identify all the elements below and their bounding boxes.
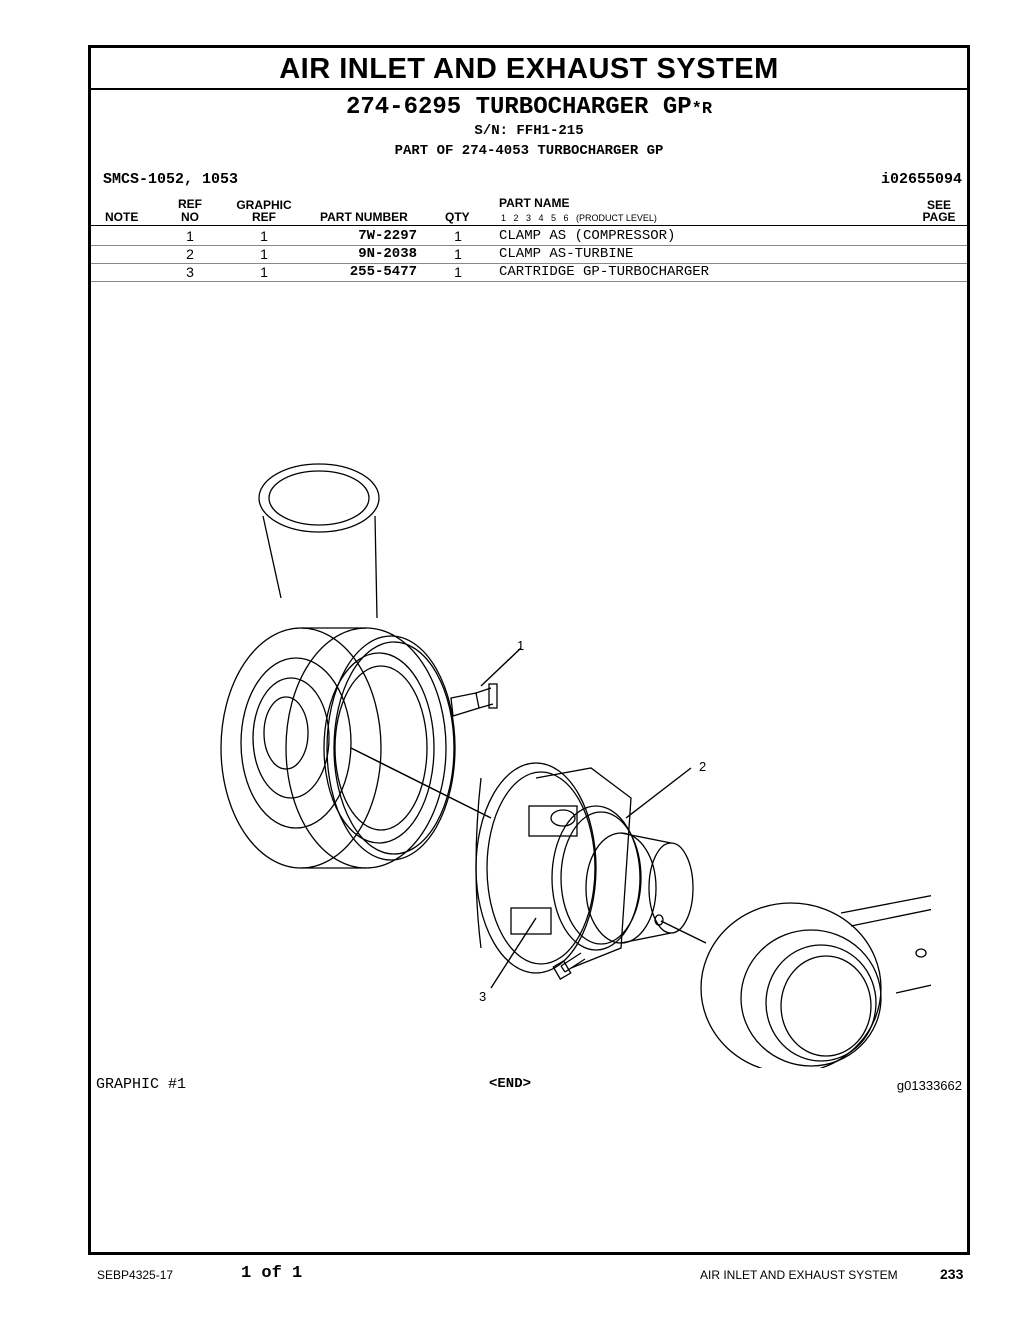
col-note: NOTE	[105, 210, 139, 224]
footer-section: AIR INLET AND EXHAUST SYSTEM	[700, 1268, 898, 1282]
col-ref-top: REF	[178, 197, 202, 211]
page-frame	[88, 45, 970, 1255]
section-title: AIR INLET AND EXHAUST SYSTEM	[91, 48, 967, 90]
footer-page-of: 1 of 1	[241, 1264, 303, 1283]
row-2-graphic: 1	[260, 246, 268, 262]
row-3-part-number: 255-5477	[349, 264, 417, 280]
row-2-qty: 1	[454, 246, 462, 262]
document-ident: i02655094	[880, 171, 962, 188]
row-1-graphic: 1	[260, 228, 268, 244]
footer-doc-number: SEBP4325-17	[97, 1268, 174, 1282]
col-part-name: PART NAME	[499, 196, 570, 210]
col-part-number: PART NUMBER	[320, 210, 408, 224]
group-suffix: *R	[691, 100, 713, 119]
col-product-levels: 1 2 3 4 5 6 (PRODUCT LEVEL)	[501, 213, 657, 223]
compressor-inlet-flange	[259, 464, 379, 532]
row-2-part-name: CLAMP AS-TURBINE	[499, 246, 634, 262]
col-graphic-bottom: REF	[252, 210, 276, 224]
callout-1: 1	[517, 638, 525, 653]
footer-page-number: 233	[940, 1266, 964, 1282]
col-see-bottom: PAGE	[922, 210, 956, 224]
col-see-top: SEE	[926, 198, 951, 212]
group-title-text: 274-6295 TURBOCHARGER GP	[345, 94, 692, 121]
callout-3: 3	[479, 989, 487, 1004]
row-3-qty: 1	[454, 264, 462, 280]
compressor-clamp	[327, 636, 455, 860]
cartridge-back-plate	[476, 763, 596, 973]
table-header-divider	[91, 225, 967, 226]
row-1-part-number: 7W-2297	[358, 228, 417, 244]
part-of-label: PART OF 274-4053 TURBOCHARGER GP	[394, 143, 664, 159]
graphic-number: g01333662	[896, 1078, 962, 1093]
row-3-part-name: CARTRIDGE GP-TURBOCHARGER	[499, 264, 710, 280]
col-qty: QTY	[445, 210, 470, 224]
col-ref-bottom: NO	[181, 210, 199, 224]
turbine-housing	[701, 903, 881, 1068]
row-1-ref: 1	[186, 228, 194, 244]
row-2-ref: 2	[186, 246, 194, 262]
turbocharger-exploded-drawing	[151, 448, 931, 1068]
callout-2: 2	[699, 759, 707, 774]
col-graphic-top: GRAPHIC	[236, 198, 292, 212]
row-divider	[91, 281, 967, 282]
row-2-part-number: 9N-2038	[358, 246, 417, 262]
row-3-graphic: 1	[260, 264, 268, 280]
row-1-qty: 1	[454, 228, 462, 244]
serial-number: S/N: FFH1-215	[474, 123, 584, 139]
graphic-label: GRAPHIC #1	[96, 1076, 187, 1093]
row-1-part-name: CLAMP AS (COMPRESSOR)	[499, 228, 676, 244]
end-marker: <END>	[489, 1076, 532, 1092]
smcs-code: SMCS-1052, 1053	[103, 171, 239, 188]
row-3-ref: 3	[186, 264, 194, 280]
group-title	[91, 94, 967, 121]
